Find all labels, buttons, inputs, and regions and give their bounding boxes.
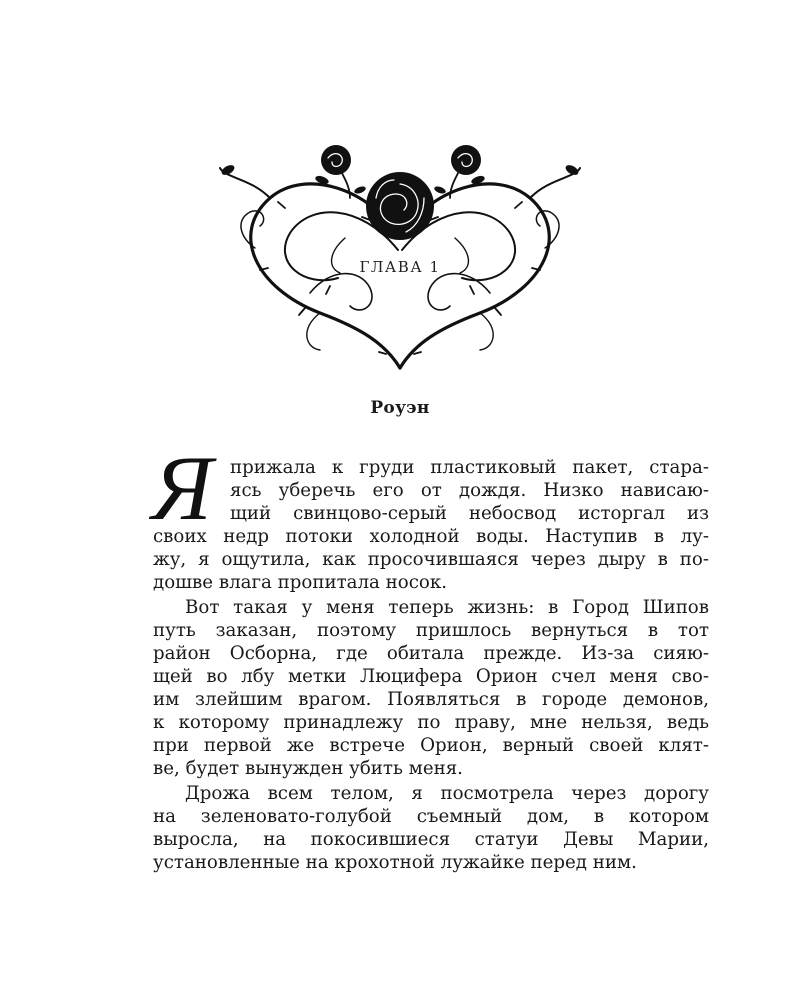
text-line: своих недр потоки холодной воды. Наступив в лу- [153,526,709,547]
text-line: установленные на крохотной лужайке перед ним. [153,852,637,873]
heart-rose-thorns-ornament-icon [210,128,590,378]
text-line: щей во лбу метки Люцифера Орион счел меня сво- [153,666,709,687]
text-line: Дрожа всем телом, я посмотрела через дорогу [185,783,709,804]
text-line: район Осборна, где обитала прежде. Из-за сияю- [153,643,709,664]
text-line: прижала к груди пластиковый пакет, стара- [230,457,709,478]
text-line: Вот такая у меня теперь жизнь: в Город Шипов [185,597,709,618]
chapter-label: ГЛАВА 1 [359,258,441,276]
text-line: ясь уберечь его от дождя. Низко нависаю- [230,480,709,501]
text-line: жу, я ощутила, как просочившаяся через дыру в по- [153,549,709,570]
text-line: путь заказан, поэтому пришлось вернуться в тот [153,620,709,641]
text-line: им злейшим врагом. Появляться в городе демонов, [153,689,709,710]
section-title: Роуэн [370,398,430,418]
text-line: к которому принадлежу по праву, мне нельзя, ведь [153,712,709,733]
text-line: выросла, на покосившиеся статуи Девы Марии, [153,829,709,850]
text-line: щий свинцово-серый небосвод исторгал из [230,503,709,524]
text-line: дошве влага пропитала носок. [153,572,448,593]
drop-cap: Я [152,437,213,539]
text-line: при первой же встрече Орион, верный своей клят- [153,735,709,756]
text-line: ве, будет вынужден убить меня. [153,758,463,779]
text-line: на зеленовато-голубой съемный дом, в котором [153,806,709,827]
